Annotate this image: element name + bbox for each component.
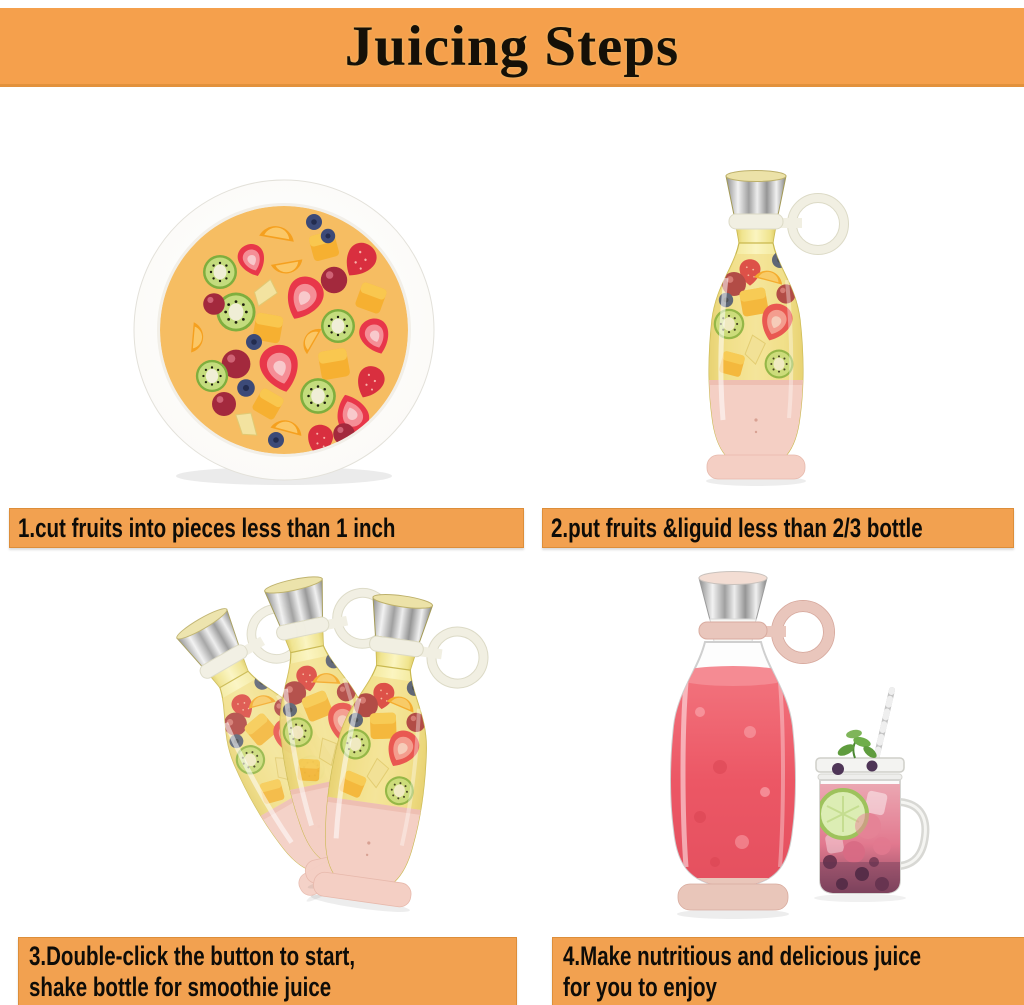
- smoothie-bottle: [670, 572, 835, 911]
- step2-bottle-with-fruit-photo: [638, 166, 868, 486]
- step4-smoothie-bottle-and-jar-photo: [630, 562, 970, 922]
- jar-rim: [816, 758, 904, 772]
- mason-jar: [816, 729, 925, 893]
- step3-caption-line2: shake bottle for smoothie juice: [29, 972, 332, 1002]
- step3-shaking-bottles-photo: [128, 562, 490, 926]
- title-banner: [0, 8, 1024, 87]
- step3-caption-line1: 3.Double-click the button to start,: [29, 941, 356, 971]
- bottle-cap: [699, 572, 767, 621]
- bottle-foot: [678, 884, 788, 910]
- step1-fruit-bowl-photo: [128, 176, 440, 492]
- step4-caption-line1: 4.Make nutritious and delicious juice: [563, 941, 922, 971]
- mint-sprig: [836, 729, 879, 761]
- step2-caption-text: 2.put fruits &liguid less than 2/3 bottle: [551, 512, 923, 543]
- page-title: Juicing Steps: [344, 14, 680, 78]
- step3-caption: [18, 937, 517, 1005]
- jar-contents: [819, 784, 900, 893]
- step2-caption: [542, 508, 1014, 548]
- blackberry: [867, 761, 878, 772]
- step1-caption: [9, 508, 524, 548]
- blackberry: [832, 763, 844, 775]
- bottle-front: [310, 589, 490, 921]
- step4-caption: [552, 937, 1024, 1005]
- step4-caption-line2: for you to enjoy: [563, 972, 717, 1002]
- smoothie-contents: [670, 666, 796, 887]
- step1-caption-text: 1.cut fruits into pieces less than 1 inch: [18, 512, 396, 543]
- metal-straw: [874, 690, 892, 768]
